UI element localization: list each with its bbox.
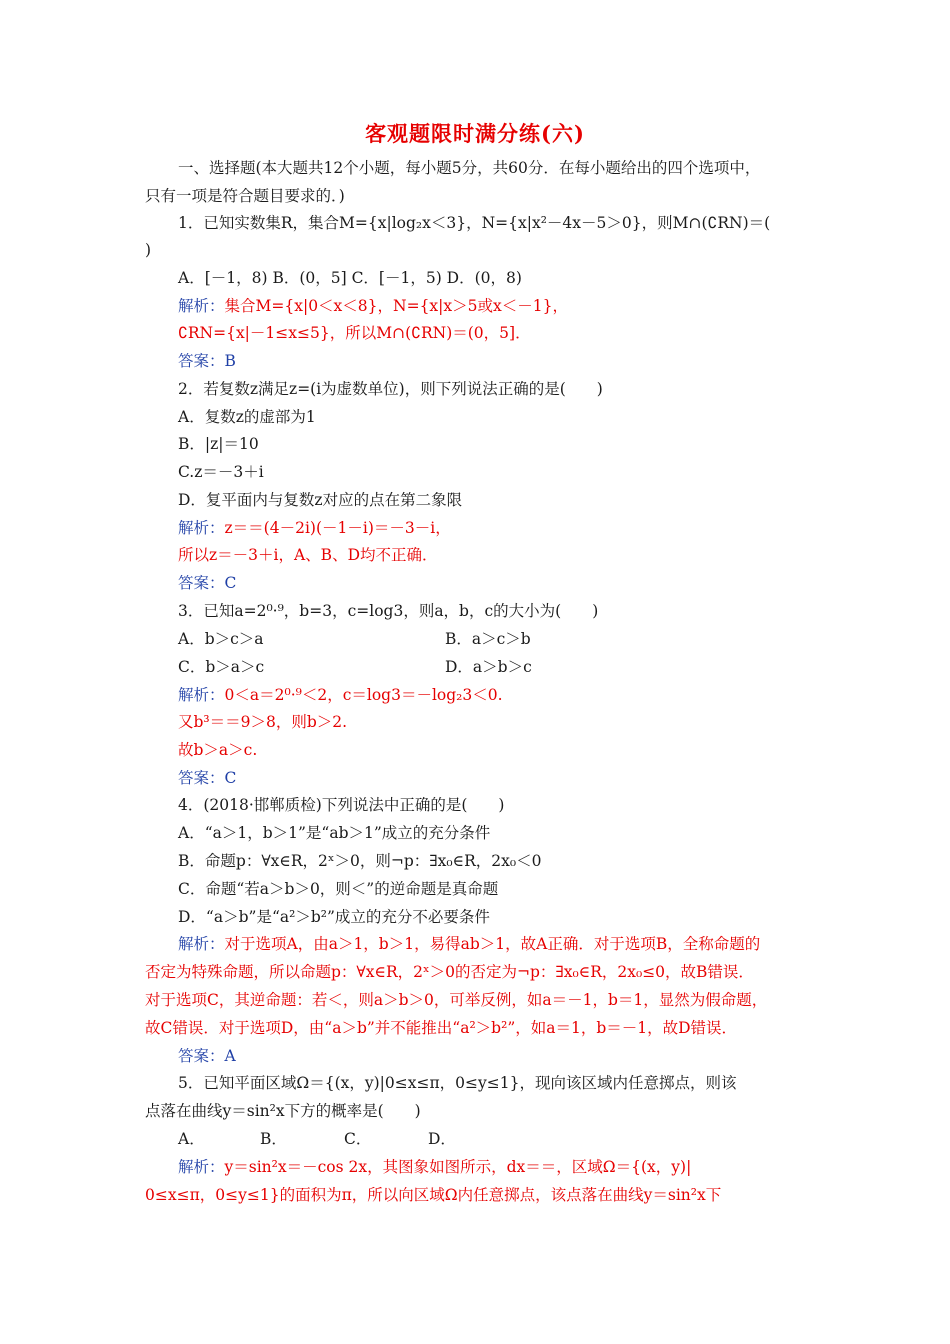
q1-stem: 1．已知实数集R，集合M={x|log₂x＜3}，N={x|x²－4x－5＞0}，则M∩(∁RN)＝( <box>178 214 771 232</box>
analysis-label: 解析： <box>178 519 225 537</box>
intro-line-1: 一、选择题(本大题共12个小题，每小题5分，共60分．在每小题给出的四个选项中， <box>178 159 761 177</box>
q2-option-a: A．复数z的虚部为1 <box>178 408 316 426</box>
q4-analysis-line-3: 对于选项C，其逆命题：若＜，则a＞b＞0，可举反例，如a＝－1，b＝1，显然为假命题， <box>145 991 768 1009</box>
q3-option-b: B．a＞c＞b <box>445 630 531 648</box>
q1-analysis <box>178 296 568 316</box>
q3-analysis <box>178 685 503 705</box>
q3-answer: 答案：C <box>178 769 237 787</box>
analysis-text: 集合M={x|0＜x＜8}，N={x|x＞5或x＜－1}， <box>224 297 568 315</box>
q5-option-a: A． <box>178 1130 205 1148</box>
intro-line-2: 只有一项是符合题目要求的．) <box>145 187 345 205</box>
q4-analysis-line-4: 故C错误．对于选项D，由“a＞b”并不能推出“a²＞b²”，如a＝1，b＝－1，故D错误． <box>145 1019 738 1037</box>
q2-option-d: D．复平面内与复数z对应的点在第二象限 <box>178 491 463 509</box>
analysis-label: 解析： <box>178 1158 225 1176</box>
q4-answer: 答案：A <box>178 1047 236 1065</box>
q1-analysis-cont: ∁RN={x|－1≤x≤5}，所以M∩(∁RN)＝(0，5]． <box>178 324 531 342</box>
q4-option-c: C．命题“若a＞b＞0，则＜”的逆命题是真命题 <box>178 880 499 898</box>
page-title: 客观题限时满分练(六) <box>365 121 585 146</box>
q3-option-c: C．b＞a＞c <box>178 658 265 676</box>
q5-stem-cont: 点落在曲线y＝sin²x下方的概率是( ) <box>145 1102 421 1120</box>
q3-option-a: A．b＞c＞a <box>178 630 264 648</box>
analysis-label: 解析： <box>178 297 225 315</box>
q2-option-c: C.z＝－3＋i <box>178 463 264 481</box>
q4-option-d: D．“a＞b”是“a²＞b²”成立的充分不必要条件 <box>178 908 490 926</box>
q1-answer: 答案：B <box>178 352 236 370</box>
q1-options: A．[－1，8) B．(0，5] C．[－1，5) D．(0，8) <box>178 269 522 287</box>
q3-stem: 3．已知a=2⁰·⁹，b=3，c=log3，则a，b，c的大小为( ) <box>178 602 599 620</box>
analysis-text: z＝＝(4－2i)(－1－i)＝－3－i， <box>224 519 451 537</box>
analysis-label: 解析： <box>178 935 225 953</box>
q5-option-d: D． <box>428 1130 456 1148</box>
q5-option-c: C． <box>344 1130 372 1148</box>
analysis-text: 对于选项A，由a＞1，b＞1，易得ab＞1，故A正确．对于选项B，全称命题的 <box>224 935 761 953</box>
q4-option-b: B．命题p：∀x∈R，2ˣ＞0，则¬p：∃x₀∈R，2x₀＜0 <box>178 852 542 870</box>
q3-option-d: D．a＞b＞c <box>445 658 532 676</box>
q5-option-b: B． <box>260 1130 287 1148</box>
q4-analysis <box>178 934 760 954</box>
q3-analysis-line-2: 又b³＝＝9＞8，则b＞2. <box>178 713 348 731</box>
q5-stem: 5．已知平面区域Ω＝{(x，y)|0≤x≤π，0≤y≤1}，现向该区域内任意掷点，则该 <box>178 1074 737 1092</box>
q4-analysis-line-2: 否定为特殊命题，所以命题p：∀x∈R，2ˣ＞0的否定为¬p：∃x₀∈R，2x₀≤0，故B错误． <box>145 963 754 981</box>
q3-analysis-line-3: 故b＞a＞c. <box>178 741 258 759</box>
q5-analysis <box>178 1157 691 1177</box>
q2-option-b: B．|z|＝10 <box>178 435 259 453</box>
q2-analysis <box>178 518 451 538</box>
q2-stem: 2．若复数z满足z=(i为虚数单位)，则下列说法正确的是( ) <box>178 380 603 398</box>
q4-option-a: A．“a＞1，b＞1”是“ab＞1”成立的充分条件 <box>178 824 491 842</box>
analysis-text: y＝sin²x＝－cos 2x，其图象如图所示，dx＝＝，区域Ω＝{(x，y)| <box>224 1158 692 1176</box>
analysis-label: 解析： <box>178 686 225 704</box>
q5-analysis-line-2: 0≤x≤π，0≤y≤1}的面积为π，所以向区域Ω内任意掷点，该点落在曲线y＝sin²x下 <box>145 1186 722 1204</box>
q2-analysis-cont: 所以z＝－3＋i，A、B、D均不正确． <box>178 546 438 564</box>
q4-stem: 4．(2018·邯郸质检)下列说法中正确的是( ) <box>178 796 505 814</box>
analysis-text: 0＜a＝2⁰·⁹＜2，c＝log3＝－log₂3＜0. <box>224 686 503 704</box>
q1-stem-cont: ) <box>145 241 152 259</box>
q2-answer: 答案：C <box>178 574 237 592</box>
